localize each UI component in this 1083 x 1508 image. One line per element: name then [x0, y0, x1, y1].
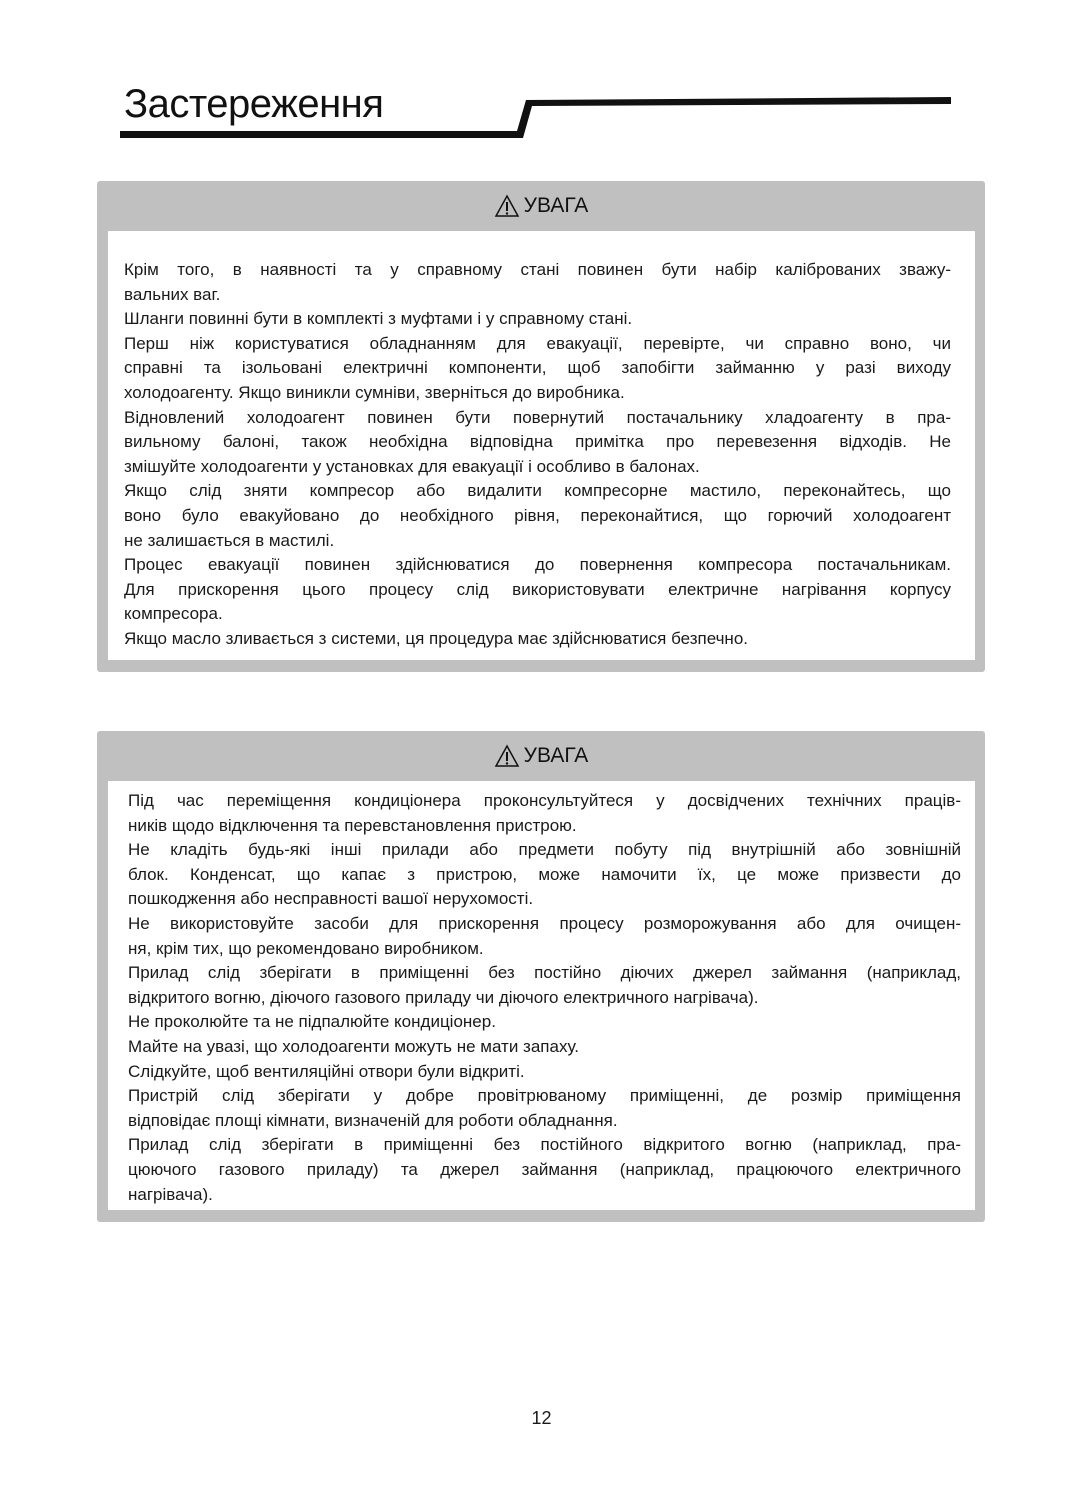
- paragraph: [128, 912, 961, 961]
- text-line: змішуйте холодоагенти у установках для евакуації і особливо в балонах.: [124, 456, 700, 476]
- text-line: холодоагенту. Якщо виникли сумніви, зверніться до виробника.: [124, 382, 625, 402]
- text-line: воно було евакуйовано до необхідного рівня, переконайтися, що горючий холодоагент: [124, 505, 951, 525]
- paragraph: [128, 1133, 961, 1207]
- paragraph: [124, 332, 951, 406]
- text-line: вильному балоні, також необхідна відповідна примітка про перевезення відходів. Не: [124, 432, 951, 452]
- warning-box-1: [97, 181, 985, 672]
- text-line: відкритого вогню, діючого газового приладу чи діючого електричного нагрівача).: [128, 987, 759, 1007]
- paragraph: [124, 553, 951, 627]
- text-line: ня, крім тих, що рекомендовано виробником.: [128, 938, 484, 958]
- text-line: Якщо слід зняти компресор або видалити компресорне мастило, переконайтесь, що: [124, 481, 951, 501]
- paragraph: [128, 961, 961, 1010]
- paragraph: [124, 627, 951, 652]
- page-number: 12: [531, 1408, 552, 1428]
- text-line: нагрівача).: [128, 1184, 213, 1204]
- text-line: Прилад слід зберігати в приміщенні без постійного відкритого вогню (наприклад, пра-: [128, 1135, 961, 1155]
- paragraph: [128, 1035, 961, 1060]
- text-line: Крім того, в наявності та у справному стані повинен бути набір каліброваних зважу-: [124, 260, 951, 279]
- paragraph: [128, 1084, 961, 1133]
- text-line: Під час переміщення кондиціонера проконсультуйтеся у досвідчених технічних праців-: [128, 791, 961, 810]
- warning-text-1: [124, 258, 951, 652]
- paragraph: [128, 1060, 961, 1085]
- warning-label: УВАГА: [523, 744, 589, 767]
- text-line: Не використовуйте засоби для прискорення процесу розморожування або для очищен-: [128, 913, 961, 933]
- text-line: Перш ніж користуватися обладнанням для евакуації, перевірте, чи справно воно, чи: [124, 333, 951, 353]
- text-line: цюючого газового приладу) та джерел займання (наприклад, працюючого електричного: [128, 1159, 961, 1179]
- text-line: Не кладіть будь-які інші прилади або предмети побуту під внутрішній або зовнішній: [128, 840, 961, 860]
- text-line: пошкодження або несправності вашої нерухомості.: [128, 889, 534, 909]
- warning-header: [97, 731, 985, 781]
- text-line: Не проколюйте та не підпалюйте кондиціонер.: [128, 1012, 496, 1032]
- text-line: Для прискорення цього процесу слід використовувати електричне нагрівання корпусу: [124, 579, 951, 599]
- warning-header: [97, 181, 985, 231]
- warning-text-2: [128, 789, 961, 1207]
- title-rule: [0, 0, 1083, 160]
- warning-triangle-icon: [494, 194, 520, 218]
- text-line: Шланги повинні бути в комплекті з муфтами і у справному стані.: [124, 309, 633, 329]
- text-line: Процес евакуації повинен здійснюватися до повернення компресора постачальникам.: [124, 555, 951, 575]
- text-line: Відновлений холодоагент повинен бути повернутий постачальнику хладоагенту в пра-: [124, 407, 951, 427]
- text-line: не залишається в мастилі.: [124, 530, 335, 550]
- text-line: справні та ізольовані електричні компоненти, щоб запобігти займанню у разі виходу: [124, 358, 951, 378]
- text-line: компресора.: [124, 604, 223, 624]
- paragraph: [124, 406, 951, 480]
- text-line: вальних ваг.: [124, 284, 221, 304]
- paragraph: [124, 479, 951, 553]
- text-line: Прилад слід зберігати в приміщенні без постійно діючих джерел займання (наприклад,: [128, 963, 961, 983]
- paragraph: [128, 789, 961, 838]
- text-line: Якщо масло зливається з системи, ця процедура має здійснюватися безпечно.: [124, 628, 749, 648]
- text-line: Слідкуйте, щоб вентиляційні отвори були відкриті.: [128, 1061, 525, 1081]
- text-line: ників щодо відключення та перевстановлення пристрою.: [128, 815, 577, 835]
- paragraph: [128, 1010, 961, 1035]
- page-title: Застереження: [124, 82, 384, 126]
- warning-box-2: [97, 731, 985, 1222]
- text-line: Пристрій слід зберігати у добре провітрюваному приміщенні, де розмір приміщення: [128, 1086, 961, 1106]
- text-line: блок. Конденсат, що капає з пристрою, може намочити їх, це може призвести до: [128, 864, 961, 884]
- warning-triangle-icon: [494, 744, 520, 768]
- warning-label: УВАГА: [523, 194, 589, 217]
- paragraph: [128, 838, 961, 912]
- paragraph: [124, 307, 951, 332]
- text-line: Майте на увазі, що холодоагенти можуть не мати запаху.: [128, 1036, 579, 1056]
- paragraph: [124, 258, 951, 307]
- text-line: відповідає площі кімнати, визначеній для роботи обладнання.: [128, 1110, 618, 1130]
